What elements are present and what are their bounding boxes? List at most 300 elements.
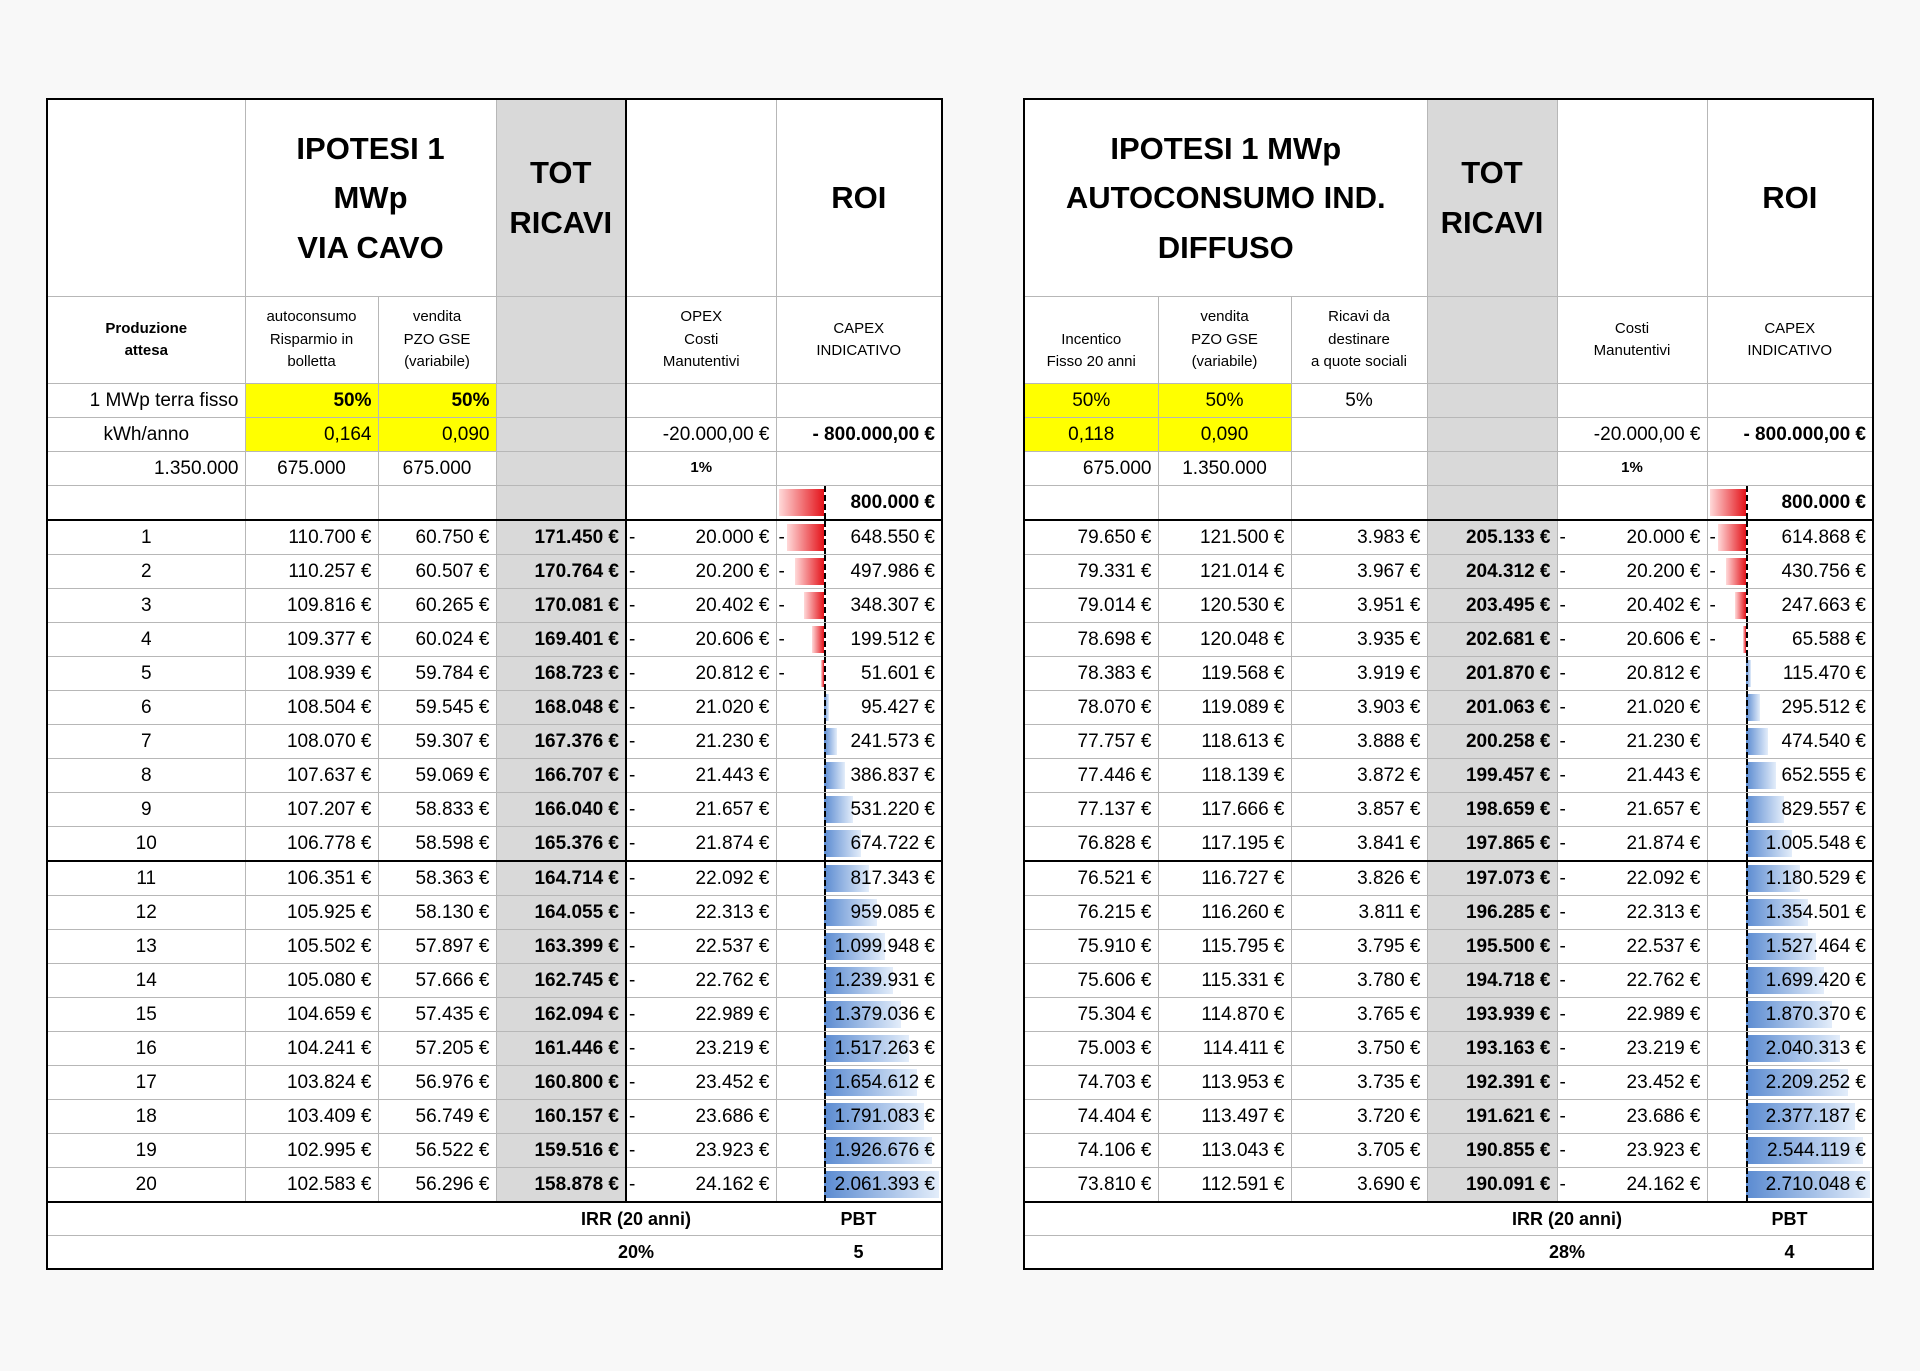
opex-cell [1557, 520, 1707, 555]
dash-mark: - [1559, 1071, 1566, 1093]
header-text: vendita [412, 308, 462, 326]
bar-axis [824, 725, 826, 758]
param-price-vendita: 0,090 [378, 418, 496, 452]
bar-axis [1746, 623, 1748, 656]
header-text: CAPEX [1764, 319, 1816, 337]
opex-cell [626, 1168, 776, 1203]
production-header [47, 297, 245, 384]
dash-mark: - [629, 901, 636, 923]
opex-value: 23.452 € [695, 1071, 770, 1093]
header-text: Incentico [1061, 330, 1122, 348]
opex-value: 21.443 € [695, 764, 770, 786]
year-cell: 4 [47, 623, 245, 657]
roi-cell [776, 964, 942, 998]
tot-ricavi-value: 201.063 € [1427, 691, 1557, 725]
autoconsumo-value: 105.080 € [245, 964, 378, 998]
autoconsumo-value: 105.925 € [245, 896, 378, 930]
tot-ricavi-value: 165.376 € [496, 827, 626, 862]
roi-cell [1707, 793, 1873, 827]
bar-axis [1746, 862, 1748, 895]
dash-mark: - [629, 832, 636, 854]
dash-mark: - [778, 594, 785, 616]
incentivo-value: 74.106 € [1024, 1134, 1158, 1168]
autoconsumo-value: 110.700 € [245, 520, 378, 555]
bar-axis [824, 1032, 826, 1065]
tot-ricavi-value: 167.376 € [496, 725, 626, 759]
capex-start-cell [776, 486, 942, 521]
roi-cell [1707, 1032, 1873, 1066]
table-row [1024, 827, 1873, 862]
empty-cell [1291, 452, 1427, 486]
quote-sociali-value: 3.872 € [1291, 759, 1427, 793]
vendita-value: 112.591 € [1158, 1168, 1291, 1203]
vendita-value: 121.500 € [1158, 520, 1291, 555]
table-row [1024, 930, 1873, 964]
header-empty-cell [47, 99, 245, 297]
bar-axis [1746, 1100, 1748, 1133]
opex-cell [1557, 861, 1707, 896]
opex-value: 20.812 € [1626, 662, 1701, 684]
tot-ricavi-value: 170.764 € [496, 555, 626, 589]
table-row [1024, 1168, 1873, 1203]
incentivo-value: 79.014 € [1024, 589, 1158, 623]
opex-cell [1557, 896, 1707, 930]
table-row [1024, 998, 1873, 1032]
vendita-value: 56.749 € [378, 1100, 496, 1134]
roi-bar [1718, 524, 1746, 551]
incentivo-value: 75.910 € [1024, 930, 1158, 964]
dash-mark: - [1559, 628, 1566, 650]
table-row [1024, 1066, 1873, 1100]
autoconsumo-value: 103.824 € [245, 1066, 378, 1100]
roi-bar [795, 558, 823, 585]
vendita-value: 119.089 € [1158, 691, 1291, 725]
roi-cell [776, 1100, 942, 1134]
param-pct-vendita: 50% [378, 384, 496, 418]
vendita-value: 113.043 € [1158, 1134, 1291, 1168]
opex-cell [626, 623, 776, 657]
vendita-value: 56.522 € [378, 1134, 496, 1168]
year-cell: 15 [47, 998, 245, 1032]
roi-bar [1726, 558, 1746, 585]
tot-ricavi-value: 169.401 € [496, 623, 626, 657]
incentivo-value: 77.137 € [1024, 793, 1158, 827]
table-row [47, 930, 942, 964]
tot-column-cell [496, 486, 626, 521]
roi-value: 1.654.612 € [834, 1071, 935, 1093]
production-value: 1.350.000 [47, 452, 245, 486]
pbt-value: 5 [776, 1236, 942, 1270]
autoconsumo-value: 102.583 € [245, 1168, 378, 1203]
title-line-2: AUTOCONSUMO IND. [1065, 180, 1386, 216]
roi-header: ROI [776, 99, 942, 297]
dash-mark: - [629, 662, 636, 684]
title-line-3: VIA CAVO [297, 229, 444, 265]
opex-value: 23.686 € [695, 1105, 770, 1127]
header-text: Costi [684, 330, 719, 348]
bar-axis [1746, 930, 1748, 963]
tot-ricavi-value: 192.391 € [1427, 1066, 1557, 1100]
bar-axis [824, 623, 826, 656]
year-cell: 3 [47, 589, 245, 623]
roi-value: 1.791.083 € [834, 1105, 935, 1127]
opex-cell [626, 657, 776, 691]
quote-sociali-value: 3.903 € [1291, 691, 1427, 725]
empty-cell [626, 486, 776, 521]
opex-value: 21.657 € [1626, 798, 1701, 820]
header-text: INDICATIVO [1747, 342, 1833, 359]
dash-mark: - [1559, 662, 1566, 684]
vendita-value: 116.727 € [1158, 861, 1291, 896]
autoconsumo-value: 103.409 € [245, 1100, 378, 1134]
roi-cell [776, 1134, 942, 1168]
autoconsumo-value: 108.070 € [245, 725, 378, 759]
bar-axis [824, 1100, 826, 1133]
autoconsumo-value: 107.207 € [245, 793, 378, 827]
year-cell: 2 [47, 555, 245, 589]
opex-value: 22.092 € [1626, 867, 1701, 889]
header-text: PZO GSE [403, 330, 471, 348]
roi-value: 2.040.313 € [1765, 1037, 1866, 1059]
tot-ricavi-value: 190.855 € [1427, 1134, 1557, 1168]
tot-column-cell [1427, 384, 1557, 418]
roi-cell [1707, 520, 1873, 555]
capex-start-value: 800.000 € [850, 491, 935, 513]
table-row [47, 725, 942, 759]
roi-cell [776, 930, 942, 964]
year-cell: 9 [47, 793, 245, 827]
opex-value: 22.989 € [1626, 1003, 1701, 1025]
incentivo-value: 76.521 € [1024, 861, 1158, 896]
roi-cell [1707, 1066, 1873, 1100]
title-line-2: MWp [333, 180, 408, 216]
roi-value: 2.209.252 € [1765, 1071, 1866, 1093]
opex-value: 22.762 € [695, 969, 770, 991]
autoconsumo-value: 110.257 € [245, 555, 378, 589]
vendita-value: 60.265 € [378, 589, 496, 623]
irr-label: IRR (20 anni) [496, 1202, 776, 1236]
irr-value: 28% [1427, 1236, 1707, 1270]
roi-bar [779, 489, 824, 516]
opex-cell [626, 520, 776, 555]
capex-header [1707, 297, 1873, 384]
table-row [47, 1100, 942, 1134]
roi-cell [1707, 589, 1873, 623]
header-empty-cell [1557, 99, 1707, 297]
header-text: a quote sociali [1311, 353, 1407, 371]
vendita-value: 57.435 € [378, 998, 496, 1032]
opex-cell [1557, 657, 1707, 691]
roi-value: 959.085 € [850, 901, 935, 923]
vendita-value: 119.568 € [1158, 657, 1291, 691]
tot-ricavi-value: 196.285 € [1427, 896, 1557, 930]
tot-ricavi-value: 202.681 € [1427, 623, 1557, 657]
vendita-value: 118.613 € [1158, 725, 1291, 759]
quote-sociali-value: 3.780 € [1291, 964, 1427, 998]
roi-value: 1.099.948 € [834, 935, 935, 957]
opex-value: 20.000 € [695, 526, 770, 548]
opex-value: 23.923 € [695, 1139, 770, 1161]
bar-axis [1746, 555, 1748, 588]
roi-value: 2.710.048 € [1765, 1173, 1866, 1195]
dash-mark: - [1559, 764, 1566, 786]
table-row [47, 555, 942, 589]
opex-cell [626, 861, 776, 896]
vendita-value: 120.530 € [1158, 589, 1291, 623]
table-row [1024, 725, 1873, 759]
autoconsumo-value: 104.659 € [245, 998, 378, 1032]
empty-cell [1557, 384, 1707, 418]
quote-sociali-value: 3.857 € [1291, 793, 1427, 827]
opex-cell [1557, 759, 1707, 793]
roi-value: 115.470 € [1782, 662, 1866, 684]
dash-mark: - [629, 1071, 636, 1093]
vendita-value: 56.976 € [378, 1066, 496, 1100]
tot-ricavi-value: 162.745 € [496, 964, 626, 998]
tot-ricavi-value: 166.707 € [496, 759, 626, 793]
dash-mark: - [629, 867, 636, 889]
tot-ricavi-value: 201.870 € [1427, 657, 1557, 691]
tot-ricavi-value: 205.133 € [1427, 520, 1557, 555]
roi-cell [776, 1032, 942, 1066]
roi-value: 295.512 € [1781, 696, 1866, 718]
opex-value: 23.219 € [695, 1037, 770, 1059]
incentivo-value: 73.810 € [1024, 1168, 1158, 1203]
vendita-value: 59.784 € [378, 657, 496, 691]
dash-mark: - [1559, 798, 1566, 820]
empty-cell [776, 452, 942, 486]
opex-value: 22.989 € [695, 1003, 770, 1025]
table-row [47, 1032, 942, 1066]
table-row [1024, 861, 1873, 896]
param-price-autoconsumo: 0,164 [245, 418, 378, 452]
dash-mark: - [1559, 901, 1566, 923]
tot-ricavi-value: 164.714 € [496, 861, 626, 896]
table-row [47, 1066, 942, 1100]
header-text: (variabile) [404, 353, 470, 371]
year-cell: 6 [47, 691, 245, 725]
tot-ricavi-value: 191.621 € [1427, 1100, 1557, 1134]
table-row [47, 861, 942, 896]
autoconsumo-value: 106.778 € [245, 827, 378, 862]
quote-sociali-value: 3.705 € [1291, 1134, 1427, 1168]
roi-bar [1710, 489, 1747, 516]
bar-axis [824, 1134, 826, 1167]
vendita-value: 59.307 € [378, 725, 496, 759]
empty-cell [378, 486, 496, 521]
roi-value: 51.601 € [861, 662, 935, 684]
roi-value: 648.550 € [850, 526, 935, 548]
bar-axis [824, 827, 826, 860]
opex-growth: 1% [1557, 452, 1707, 486]
table-row [47, 1168, 942, 1203]
opex-value: 22.762 € [1626, 969, 1701, 991]
bar-axis [1746, 657, 1748, 690]
roi-cell [776, 657, 942, 691]
header-text: Fisso 20 anni [1046, 353, 1136, 371]
roi-value: 1.180.529 € [1765, 867, 1866, 889]
opex-value: 22.537 € [1626, 935, 1701, 957]
table-row [47, 589, 942, 623]
vendita-value: 118.139 € [1158, 759, 1291, 793]
bar-axis [1746, 1032, 1748, 1065]
opex-cell [1557, 998, 1707, 1032]
tot-ricavi-value: 170.081 € [496, 589, 626, 623]
opex-cell [1557, 555, 1707, 589]
year-cell: 12 [47, 896, 245, 930]
roi-cell [1707, 896, 1873, 930]
tot-ricavi-value: 193.163 € [1427, 1032, 1557, 1066]
opex-cell [1557, 691, 1707, 725]
vendita-value: 114.411 € [1158, 1032, 1291, 1066]
opex-value: 22.537 € [695, 935, 770, 957]
bar-axis [824, 964, 826, 997]
incentivo-value: 78.698 € [1024, 623, 1158, 657]
roi-value: 829.557 € [1781, 798, 1866, 820]
bar-axis [1746, 1168, 1748, 1201]
quote-sociali-header [1291, 297, 1427, 384]
opex-cell [626, 691, 776, 725]
roi-value: 674.722 € [850, 832, 935, 854]
param-pct-sociali: 5% [1291, 384, 1427, 418]
vendita-value: 121.014 € [1158, 555, 1291, 589]
tot-ricavi-value: 195.500 € [1427, 930, 1557, 964]
incentivo-value: 74.404 € [1024, 1100, 1158, 1134]
year-cell: 8 [47, 759, 245, 793]
opex-cell [1557, 1032, 1707, 1066]
header-empty-cell [626, 99, 776, 297]
opex-value: 21.230 € [695, 730, 770, 752]
tot-column-cell [1427, 418, 1557, 452]
dash-mark: - [1559, 1139, 1566, 1161]
empty-cell [1707, 384, 1873, 418]
roi-cell [776, 555, 942, 589]
header-text: Costi [1614, 319, 1650, 337]
empty-cell [245, 486, 378, 521]
roi-cell [776, 691, 942, 725]
opex-cell [626, 930, 776, 964]
year-cell: 18 [47, 1100, 245, 1134]
roi-value: 1.926.676 € [834, 1139, 935, 1161]
dash-mark: - [629, 730, 636, 752]
pbt-label: PBT [776, 1202, 942, 1236]
empty-cell [1291, 418, 1427, 452]
year-cell: 7 [47, 725, 245, 759]
opex-value: 20.000 € [1626, 526, 1701, 548]
dash-mark: - [629, 1139, 636, 1161]
dash-mark: - [1559, 1003, 1566, 1025]
roi-bar [787, 524, 823, 551]
opex-value: 22.092 € [695, 867, 770, 889]
incentivo-value: 79.331 € [1024, 555, 1158, 589]
roi-header: ROI [1707, 99, 1873, 297]
ricavi-label: RICAVI [509, 205, 613, 240]
tot-ricavi-value: 190.091 € [1427, 1168, 1557, 1203]
vendita-value: 58.130 € [378, 896, 496, 930]
year-cell: 11 [47, 861, 245, 896]
tot-ricavi-header [496, 99, 626, 297]
bar-axis [824, 862, 826, 895]
opex-value: 20.606 € [1626, 628, 1701, 650]
quote-sociali-value: 3.841 € [1291, 827, 1427, 862]
vendita-value: 57.666 € [378, 964, 496, 998]
table-row [47, 657, 942, 691]
tot-ricavi-value: 194.718 € [1427, 964, 1557, 998]
roi-bar [812, 626, 823, 653]
header-text: Produzione [105, 319, 188, 337]
tot-column-cell [496, 384, 626, 418]
roi-value: 386.837 € [850, 764, 935, 786]
table-row [47, 793, 942, 827]
bar-axis [1746, 964, 1748, 997]
dash-mark: - [1559, 594, 1566, 616]
opex-cell [626, 896, 776, 930]
roi-value: 817.343 € [850, 867, 935, 889]
roi-cell [776, 623, 942, 657]
roi-bar [824, 762, 846, 789]
opex-value: 21.657 € [695, 798, 770, 820]
bar-axis [824, 486, 826, 519]
roi-bar [824, 728, 838, 755]
opex-value: 20.812 € [695, 662, 770, 684]
dash-mark: - [1559, 832, 1566, 854]
param-price-incentivo: 0,118 [1024, 418, 1158, 452]
empty-cell [1158, 486, 1291, 521]
param-pct-vendita: 50% [1158, 384, 1291, 418]
roi-value: 1.005.548 € [1765, 832, 1866, 854]
header-text: Ricavi da [1328, 308, 1390, 326]
vendita-header [378, 297, 496, 384]
roi-value: 247.663 € [1781, 594, 1866, 616]
dash-mark: - [629, 1003, 636, 1025]
roi-bar [1735, 592, 1746, 619]
vendita-value: 117.666 € [1158, 793, 1291, 827]
dash-mark: - [629, 696, 636, 718]
roi-cell [776, 861, 942, 896]
dash-mark: - [1559, 560, 1566, 582]
bar-axis [1746, 1134, 1748, 1167]
tot-ricavi-value: 168.048 € [496, 691, 626, 725]
opex-cell [1557, 793, 1707, 827]
roi-bar [824, 796, 854, 823]
opex-cell [626, 964, 776, 998]
roi-value: 1.239.931 € [834, 969, 935, 991]
roi-cell [1707, 827, 1873, 862]
opex-header [626, 297, 776, 384]
quote-sociali-value: 3.795 € [1291, 930, 1427, 964]
vendita-value: 60.750 € [378, 520, 496, 555]
incentivo-value: 78.383 € [1024, 657, 1158, 691]
roi-cell [1707, 657, 1873, 691]
opex-cell [1557, 964, 1707, 998]
vendita-value: 114.870 € [1158, 998, 1291, 1032]
table-row [1024, 759, 1873, 793]
roi-cell [1707, 1100, 1873, 1134]
year-cell: 16 [47, 1032, 245, 1066]
roi-bar [1746, 728, 1768, 755]
roi-value: 2.061.393 € [834, 1173, 935, 1195]
opex-value: 20.200 € [695, 560, 770, 582]
table-row [1024, 691, 1873, 725]
year-cell: 19 [47, 1134, 245, 1168]
bar-axis [824, 896, 826, 929]
opex-value: 21.874 € [695, 832, 770, 854]
autoconsumo-value: 105.502 € [245, 930, 378, 964]
roi-cell [776, 759, 942, 793]
quote-sociali-value: 3.765 € [1291, 998, 1427, 1032]
vendita-value: 60.507 € [378, 555, 496, 589]
quote-sociali-value: 3.919 € [1291, 657, 1427, 691]
